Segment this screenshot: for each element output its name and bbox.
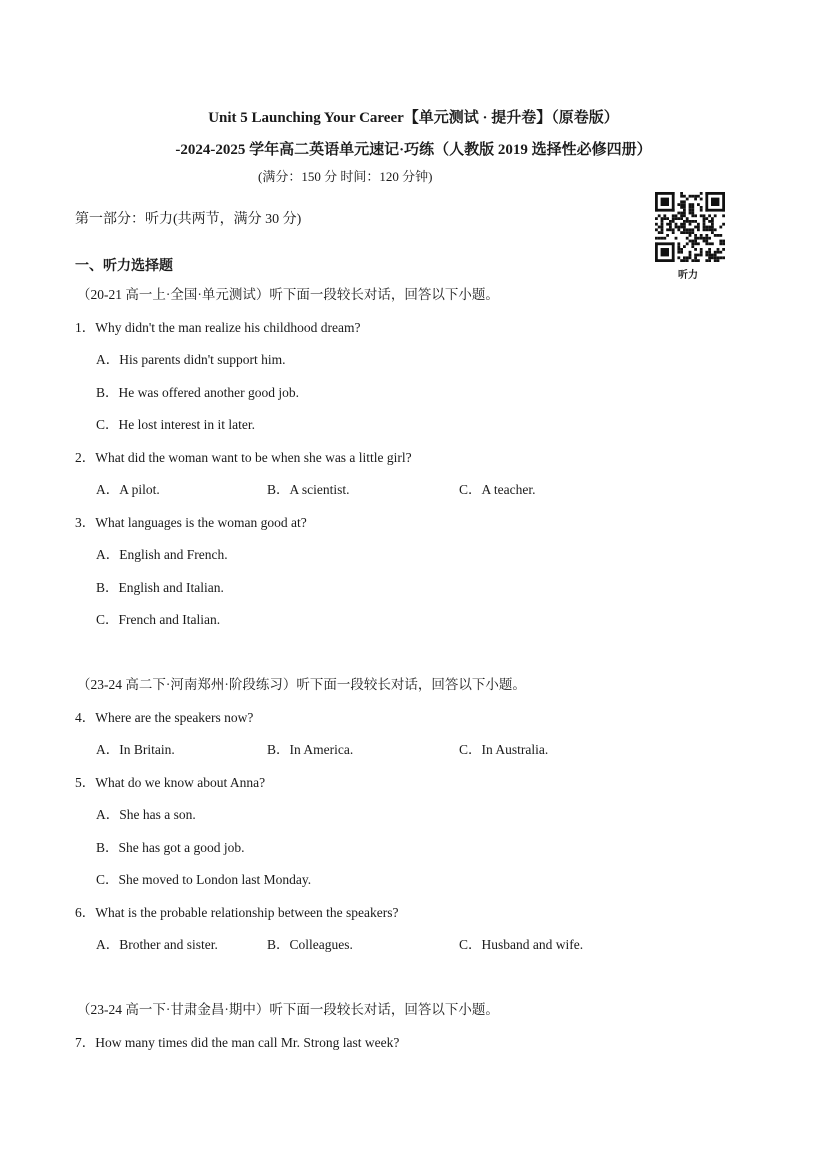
doc-title-line1: Unit 5 Launching Your Career【单元测试 · 提升卷】（原卷版） [208, 110, 619, 126]
option: B．Colleagues. [267, 937, 353, 952]
option: C．French and Italian. [96, 612, 221, 627]
qr-label: 听力 [678, 270, 698, 281]
option: A．Brother and sister. [96, 937, 218, 952]
option: C．In Australia. [459, 742, 549, 757]
option: B．English and Italian. [96, 580, 224, 595]
option: A．In Britain. [96, 742, 175, 757]
question-stem: 2．What did the woman want to be when she was a little girl? [75, 450, 412, 465]
question-stem: 1．Why didn't the man realize his childhood dream? [75, 320, 361, 335]
option: A．A pilot. [96, 482, 160, 497]
subsection-heading: 一、听力选择题 [75, 259, 173, 274]
doc-title-line2: -2024-2025 学年高二英语单元速记·巧练（人教版 2019 选择性必修四册） [175, 142, 652, 158]
option: A．English and French. [96, 547, 228, 562]
option: C．He lost interest in it later. [96, 417, 255, 432]
option: B．He was offered another good job. [96, 385, 299, 400]
group-source: （23-24 高二下·河南郑州·阶段练习）听下面一段较长对话，回答以下小题。 [77, 677, 526, 692]
option: B．In America. [267, 742, 354, 757]
question-stem: 3．What languages is the woman good at? [75, 515, 307, 530]
qr-code-icon [655, 192, 725, 262]
option: A．She has a son. [96, 807, 196, 822]
option: A．His parents didn't support him. [96, 352, 286, 367]
score-time-info: (满分：150 分 时间：120 分钟) [258, 169, 433, 184]
group-source: （20-21 高一上·全国·单元测试）听下面一段较长对话，回答以下小题。 [77, 287, 499, 302]
question-stem: 5．What do we know about Anna? [75, 775, 266, 790]
group-source: （23-24 高一下·甘肃金昌·期中）听下面一段较长对话，回答以下小题。 [77, 1002, 499, 1017]
question-stem: 7．How many times did the man call Mr. Strong last week? [75, 1035, 400, 1050]
question-stem: 6．What is the probable relationship between the speakers? [75, 905, 399, 920]
option: C．Husband and wife. [459, 937, 584, 952]
section-heading: 第一部分：听力(共两节，满分 30 分) [75, 212, 302, 227]
option: C．A teacher. [459, 482, 536, 497]
question-stem: 4．Where are the speakers now? [75, 710, 254, 725]
option: B．She has got a good job. [96, 840, 245, 855]
option: C．She moved to London last Monday. [96, 872, 312, 887]
option: B．A scientist. [267, 482, 350, 497]
